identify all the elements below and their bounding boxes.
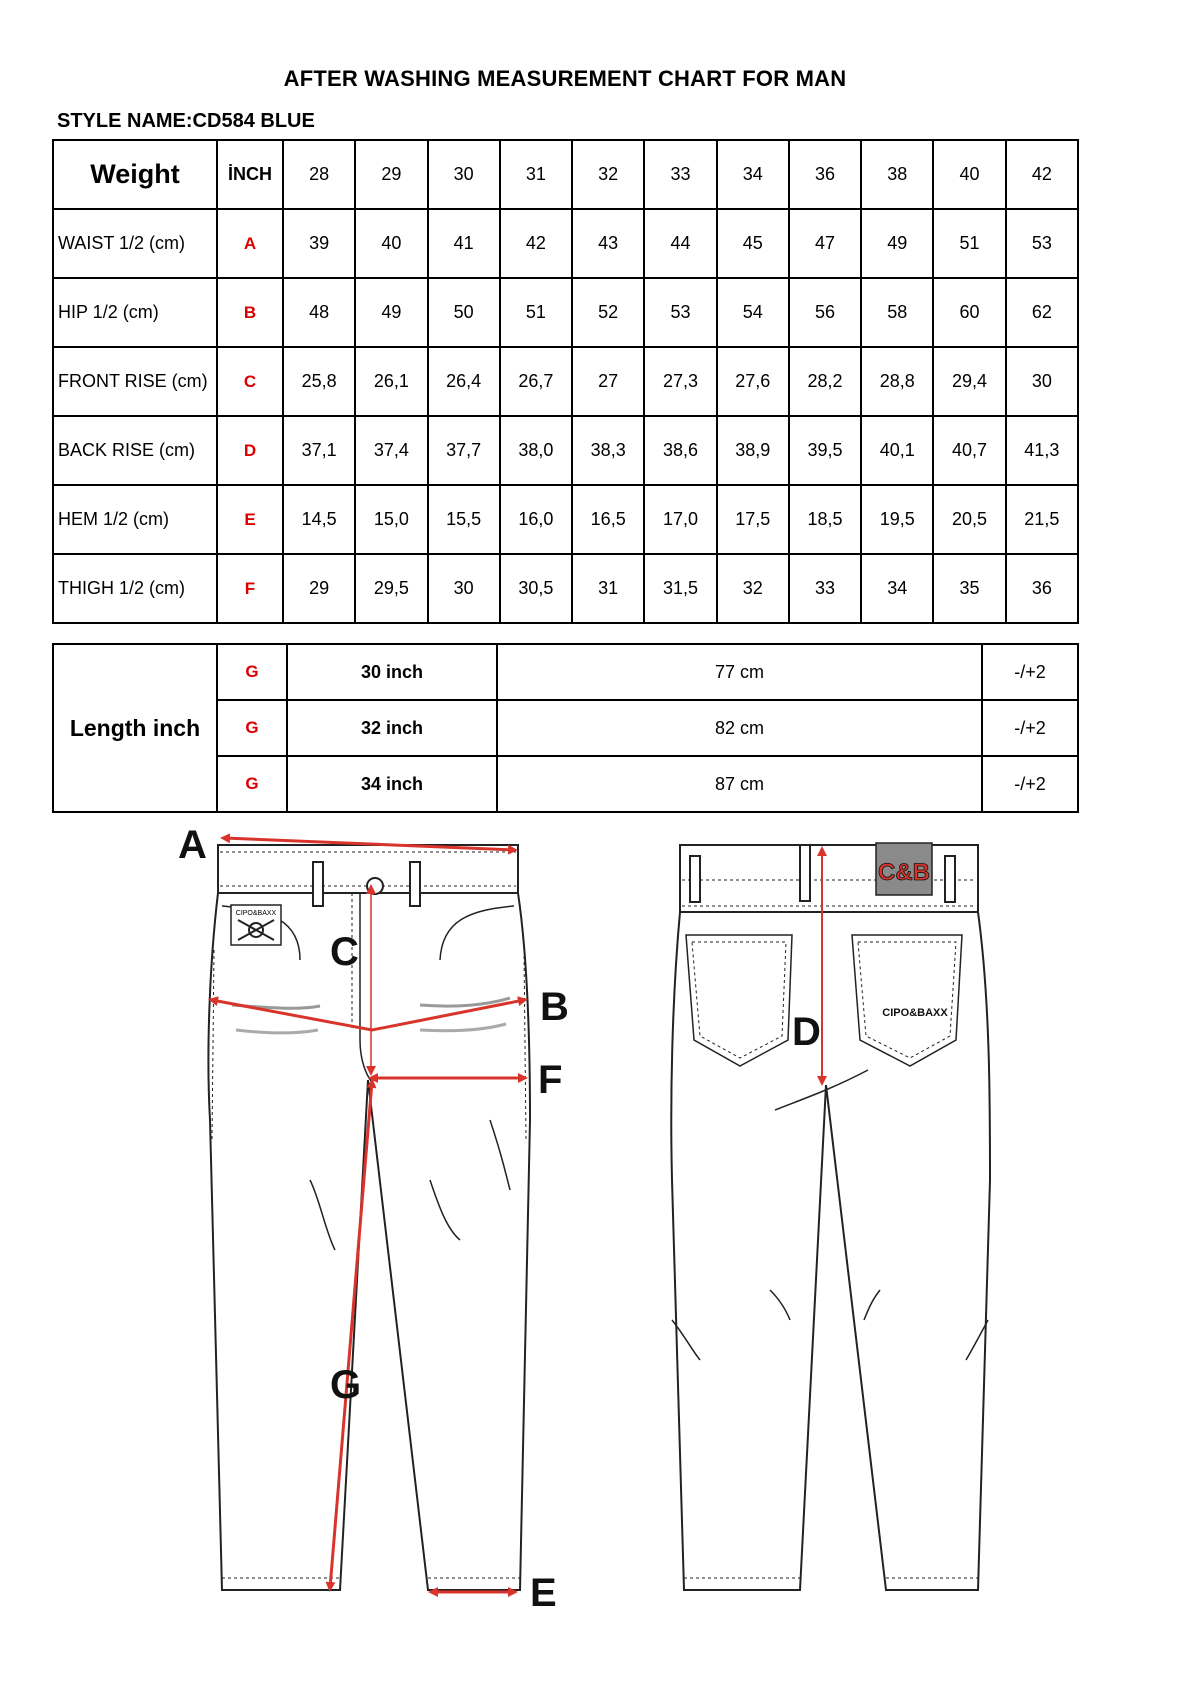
cell-value: 42	[500, 209, 572, 278]
cell-value: 53	[644, 278, 716, 347]
cell-value: 52	[572, 278, 644, 347]
row-label: HEM 1/2 (cm)	[53, 485, 217, 554]
length-inch: 30 inch	[287, 644, 497, 700]
style-name: STYLE NAME:CD584 BLUE	[57, 110, 315, 132]
size-header: 34	[717, 140, 789, 209]
label-e: E	[530, 1571, 557, 1615]
back-label-patch	[876, 843, 932, 895]
front-patch-text: CIPO&BAXX	[235, 910, 277, 917]
cell-value: 27,3	[644, 347, 716, 416]
row-label: THIGH 1/2 (cm)	[53, 554, 217, 623]
cell-value: 40	[355, 209, 427, 278]
cell-value: 49	[355, 278, 427, 347]
cell-value: 19,5	[861, 485, 933, 554]
cell-value: 45	[717, 209, 789, 278]
cell-value: 17,0	[644, 485, 716, 554]
row-code: E	[217, 485, 283, 554]
cell-value: 20,5	[933, 485, 1005, 554]
cell-value: 38,9	[717, 416, 789, 485]
cell-value: 62	[1006, 278, 1078, 347]
header-weight: Weight	[53, 140, 217, 209]
cell-value: 40,7	[933, 416, 1005, 485]
cell-value: 37,4	[355, 416, 427, 485]
size-header: 36	[789, 140, 861, 209]
cell-value: 38,0	[500, 416, 572, 485]
cell-value: 41	[428, 209, 500, 278]
cell-value: 54	[717, 278, 789, 347]
cell-value: 60	[933, 278, 1005, 347]
cell-value: 36	[1006, 554, 1078, 623]
cell-value: 31,5	[644, 554, 716, 623]
length-label: Length inch	[53, 644, 217, 812]
cell-value: 44	[644, 209, 716, 278]
row-code: D	[217, 416, 283, 485]
cell-value: 15,0	[355, 485, 427, 554]
length-inch: 32 inch	[287, 700, 497, 756]
cell-value: 48	[283, 278, 355, 347]
cell-value: 37,1	[283, 416, 355, 485]
length-tolerance: -/+2	[982, 756, 1078, 812]
cell-value: 39,5	[789, 416, 861, 485]
label-d: D	[792, 1010, 821, 1054]
size-header: 30	[428, 140, 500, 209]
size-header: 28	[283, 140, 355, 209]
row-code: B	[217, 278, 283, 347]
cell-value: 30,5	[500, 554, 572, 623]
header-unit: İNCH	[217, 140, 283, 209]
row-code: F	[217, 554, 283, 623]
label-b: B	[540, 985, 569, 1029]
label-c: C	[330, 930, 359, 974]
size-header: 32	[572, 140, 644, 209]
cell-value: 16,5	[572, 485, 644, 554]
cell-value: 16,0	[500, 485, 572, 554]
length-cm: 77 cm	[497, 644, 982, 700]
back-pocket-text: CIPO&BAXX	[882, 1007, 948, 1019]
cell-value: 27	[572, 347, 644, 416]
cell-value: 49	[861, 209, 933, 278]
length-cm: 82 cm	[497, 700, 982, 756]
cell-value: 17,5	[717, 485, 789, 554]
cell-value: 26,1	[355, 347, 427, 416]
row-label: BACK RISE (cm)	[53, 416, 217, 485]
row-code: G	[217, 756, 287, 812]
cell-value: 43	[572, 209, 644, 278]
cell-value: 51	[933, 209, 1005, 278]
row-label: FRONT RISE (cm)	[53, 347, 217, 416]
cell-value: 15,5	[428, 485, 500, 554]
size-header: 42	[1006, 140, 1078, 209]
row-label: WAIST 1/2 (cm)	[53, 209, 217, 278]
cell-value: 30	[1006, 347, 1078, 416]
row-code: C	[217, 347, 283, 416]
cell-value: 58	[861, 278, 933, 347]
cell-value: 47	[789, 209, 861, 278]
cell-value: 29,4	[933, 347, 1005, 416]
cell-value: 29	[283, 554, 355, 623]
cell-value: 39	[283, 209, 355, 278]
cell-value: 18,5	[789, 485, 861, 554]
cell-value: 56	[789, 278, 861, 347]
size-header: 33	[644, 140, 716, 209]
size-header: 31	[500, 140, 572, 209]
cell-value: 14,5	[283, 485, 355, 554]
size-header: 38	[861, 140, 933, 209]
cell-value: 37,7	[428, 416, 500, 485]
cell-value: 33	[789, 554, 861, 623]
row-label: HIP 1/2 (cm)	[53, 278, 217, 347]
row-code: G	[217, 644, 287, 700]
cell-value: 40,1	[861, 416, 933, 485]
row-code: G	[217, 700, 287, 756]
cell-value: 25,8	[283, 347, 355, 416]
cell-value: 32	[717, 554, 789, 623]
cell-value: 34	[861, 554, 933, 623]
length-inch: 34 inch	[287, 756, 497, 812]
cell-value: 38,6	[644, 416, 716, 485]
length-tolerance: -/+2	[982, 644, 1078, 700]
back-label-text: C&B	[878, 859, 930, 886]
label-g: G	[330, 1363, 362, 1407]
label-f: F	[538, 1058, 563, 1102]
cell-value: 29,5	[355, 554, 427, 623]
cell-value: 27,6	[717, 347, 789, 416]
cell-value: 51	[500, 278, 572, 347]
size-header: 29	[355, 140, 427, 209]
row-code: A	[217, 209, 283, 278]
cell-value: 28,8	[861, 347, 933, 416]
cell-value: 21,5	[1006, 485, 1078, 554]
length-cm: 87 cm	[497, 756, 982, 812]
cell-value: 30	[428, 554, 500, 623]
label-a: A	[178, 823, 207, 867]
cell-value: 26,4	[428, 347, 500, 416]
cell-value: 50	[428, 278, 500, 347]
cell-value: 53	[1006, 209, 1078, 278]
front-view-jeans	[208, 845, 530, 1590]
size-header: 40	[933, 140, 1005, 209]
cell-value: 26,7	[500, 347, 572, 416]
length-tolerance: -/+2	[982, 700, 1078, 756]
cell-value: 31	[572, 554, 644, 623]
cell-value: 35	[933, 554, 1005, 623]
page-title: AFTER WASHING MEASUREMENT CHART FOR MAN	[283, 66, 847, 91]
front-pocket-patch	[231, 905, 281, 945]
cell-value: 28,2	[789, 347, 861, 416]
back-view-jeans	[671, 845, 990, 1590]
cell-value: 41,3	[1006, 416, 1078, 485]
cell-value: 38,3	[572, 416, 644, 485]
